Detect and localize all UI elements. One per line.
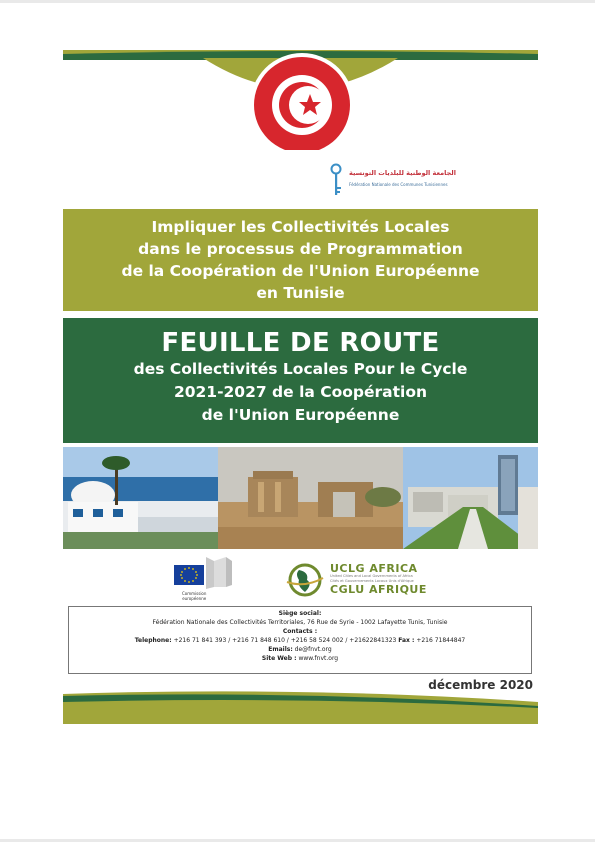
footer-band [63, 688, 538, 724]
uclg-subtitle-line-1: United Cities and Local Governments of Africa [330, 574, 413, 578]
photo-city [403, 447, 538, 549]
website-value[interactable]: www.fnvt.org [298, 655, 339, 662]
website-label: Site Web : [261, 655, 297, 662]
title-line: 2021-2027 de la Coopération [173, 383, 428, 401]
subtitle-line: en Tunisie [256, 284, 345, 302]
title-block [63, 318, 538, 443]
telephone-value: +216 71 841 393 / +216 71 848 610 / +216 58 524 002 / +21622841323 [173, 637, 397, 644]
photo-strip [63, 447, 538, 549]
eu-caption-line-1: Commission [182, 591, 207, 596]
key-icon [327, 163, 345, 199]
website-line [69, 654, 531, 663]
telephone-label: Telephone: [134, 637, 172, 644]
contacts-label: Contacts : [282, 628, 318, 635]
siege-label: Siège social: [278, 610, 322, 617]
fax-value: +216 71844847 [416, 637, 466, 644]
subtitle-block [63, 209, 538, 311]
photo-ruins [218, 447, 403, 549]
contact-box [68, 606, 532, 674]
emails-value[interactable]: dе@fnvt.org [294, 646, 332, 653]
telephone-line [69, 636, 531, 645]
document-title: FEUILLE DE ROUTE [161, 328, 440, 358]
uclg-title: UCLG AFRICA [330, 562, 418, 575]
emails-label: Emails: [268, 646, 293, 653]
title-line: des Collectivités Locales Pour le Cycle [133, 360, 468, 378]
uclg-africa-logo-icon [285, 560, 325, 600]
subtitle-line: de la Coopération de l'Union Européenne [121, 262, 480, 280]
fnct-logo [327, 163, 477, 199]
title-line: de l'Union Européenne [201, 406, 400, 424]
fnct-arabic-name: الجامعة الوطنية للبلديات التونسية [349, 169, 456, 177]
uclg-subtitle-line-2: Cités et Gouvernements Locaux Unis d'Afrique [330, 578, 414, 583]
uclg-subtitle [330, 574, 414, 583]
photo-coast [63, 447, 218, 549]
publication-date: décembre 2020 [428, 678, 533, 692]
eu-caption [182, 591, 206, 601]
subtitle-line: dans le processus de Programmation [138, 240, 463, 258]
fax-label: Fax : [398, 637, 415, 644]
top-rule [0, 0, 595, 3]
cglu-title: CGLU AFRIQUE [330, 583, 427, 596]
fnct-french-name: Fédération Nationale des Communes Tunisiennes [349, 182, 448, 187]
eu-caption-line-2: européenne [182, 596, 207, 601]
address: Fédération Nationale des Collectivités Territoriales, 76 Rue de Syrie - 1002 Lafayette Tunis, Tunisie [152, 619, 448, 626]
subtitle-line: Impliquer les Collectivités Locales [151, 218, 450, 236]
header-band [63, 50, 538, 150]
emails-line [69, 645, 531, 654]
